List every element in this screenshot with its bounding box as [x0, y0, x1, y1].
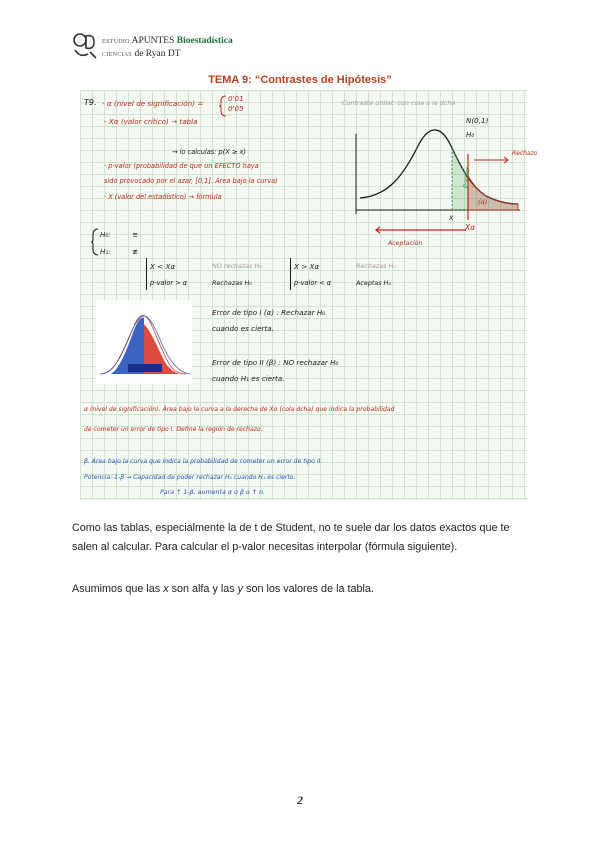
tbl-a2: NO rechazas H₀	[212, 262, 262, 270]
note-pvalor-1: · p-valor (probabilidad de que un EFECTO haya	[104, 162, 259, 170]
logo-line-2: CIENCIAS de Ryan DT	[102, 49, 181, 59]
logo-line-1: ESTUDIO APUNTES Bioestadística	[102, 36, 233, 46]
normal-curve	[360, 130, 518, 204]
note-alpha-val-2: 0'05	[228, 104, 244, 113]
note-h0-sym: ≡	[132, 230, 139, 239]
page-title: TEMA 9: “Contrastes de Hipótesis”	[208, 74, 392, 86]
table-divider-left	[146, 258, 147, 290]
note-calc: → lo calculas: p(X ≥ x)	[172, 148, 246, 156]
err2-line1: Error de tipo II (β) : NO rechazar H₀	[212, 358, 339, 367]
graph-aceptacion: Aceptación	[388, 240, 423, 247]
rejection-area	[468, 176, 518, 210]
tbl-c2: Rechazas H₀	[212, 279, 252, 287]
overlap-bar	[128, 364, 162, 372]
graph-alpha: (α)	[478, 198, 488, 206]
graph-xa: Xα	[465, 223, 476, 232]
err2-line2: cuando H₁ es cierta.	[212, 374, 285, 383]
note-h1-sym: ≢	[132, 247, 139, 256]
table-divider-right	[290, 258, 291, 290]
note-xstat: · X (valor del estadístico) → fórmula	[104, 193, 222, 201]
tbl-d2: Aceptas H₀	[356, 279, 392, 287]
brace-hypothesis-icon	[90, 228, 100, 256]
note-xa-def: - Xα (valor crítico) → tabla	[104, 117, 198, 126]
graph-x: X	[449, 214, 454, 222]
note-h1: H₁:	[100, 247, 111, 256]
tbl-d1: p-valor < α	[294, 279, 332, 287]
normal-curve-diagram	[348, 114, 528, 254]
alpha-area-line2: de cometer un error de tipo I. Define la región de rechazo.	[84, 426, 263, 433]
graph-n01: N(0,1)	[466, 116, 489, 125]
page-number: 2	[297, 793, 303, 807]
err1-line2: cuando es cierta.	[212, 324, 274, 333]
logo-mark-icon	[72, 32, 98, 60]
para-line: Para ↑ 1-β, aumenta α o β o ↑ n.	[160, 489, 266, 496]
note-h0: H₀:	[100, 230, 111, 239]
beta-area-line: β. Área bajo la curva que indica la probabilidad de cometer un error de tipo II.	[84, 458, 323, 465]
graph-rechazo: Rechazo	[512, 150, 538, 157]
tbl-a1: X < Xα	[150, 262, 176, 271]
potencia-line: Potencia: 1-β → Capacidad de poder rechazar H₀ cuando H₁ es cierto.	[84, 474, 296, 481]
err1-line1: Error de tipo I (α) : Rechazar H₀	[212, 308, 326, 317]
graph-pvalor: p-valor	[461, 166, 472, 189]
body-paragraph-2: Asumimos que las x son alfa y las y son los valores de la tabla.	[72, 583, 374, 595]
brace-icon	[218, 95, 228, 117]
handwritten-notes	[80, 90, 538, 500]
graph-h0: H₀	[466, 130, 475, 139]
note-pvalor-2: sido provocado por el azar, [0,1]. Área bajo la curva)	[104, 177, 278, 185]
type-errors-diagram	[96, 300, 192, 384]
note-alpha-def: - α (nivel de significación) =	[102, 99, 204, 108]
header-logo	[72, 30, 272, 66]
body-paragraph-1: Como las tablas, especialmente la de t de Student, no te suele dar los datos exactos que te salen al calcular. Para calcular el p-valor necesitas interpolar (fórmula siguiente).	[72, 522, 510, 553]
note-t9: T9.	[84, 98, 97, 107]
alpha-area-line1: α (nivel de significación). Área bajo la curva a la derecha de Xα (cola dcha) que indica la probabilidad	[84, 406, 395, 413]
tbl-c1: p-valor > α	[150, 279, 188, 287]
tbl-b1: X > Xα	[294, 262, 320, 271]
graph-caption: Contraste unilat. con cola a la dcha	[342, 99, 456, 107]
tbl-b2: Rechazas H₀	[356, 262, 396, 270]
note-alpha-val-1: 0'01	[228, 94, 244, 103]
